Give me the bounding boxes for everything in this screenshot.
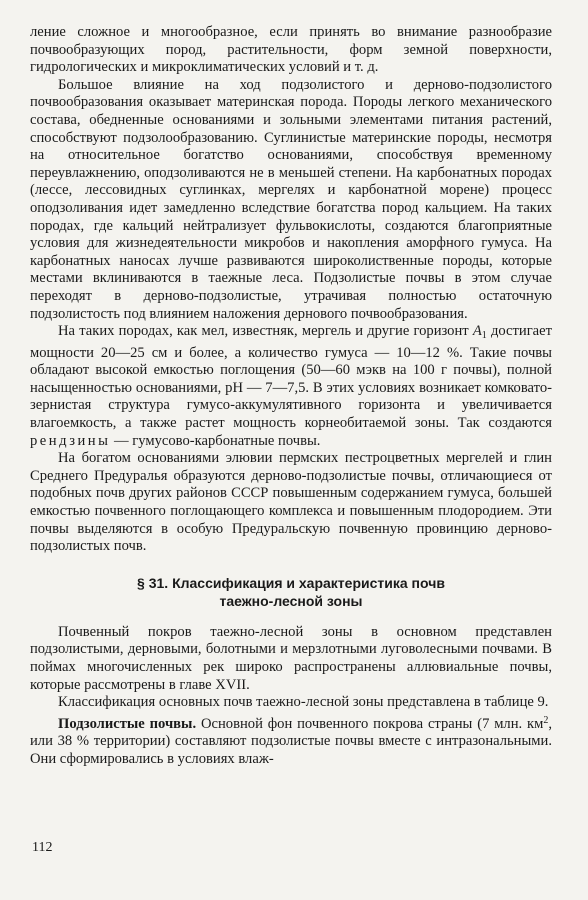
horizon-subscript: 1 <box>481 330 487 342</box>
rendzina-text-a: На таких породах, как мел, известняк, мергель и другие горизонт <box>58 323 473 340</box>
km-superscript: 2 <box>543 714 549 726</box>
section-heading <box>30 574 552 610</box>
page-number: 112 <box>32 840 53 855</box>
section-heading-line2: таежно-лесной зоны <box>219 592 363 609</box>
section-heading-line1: § 31. Классификация и характеристика почв <box>137 574 445 591</box>
paragraph-podzolic-soils <box>30 712 552 769</box>
rendzina-text-c: — гумусово-карбонатные почвы. <box>110 432 321 449</box>
paragraph-parent-rock-influence: Большое влияние на ход подзолистого и дерново-подзолистого почвообразования оказывает материнская порода. Породы легкого механического состава, обедненные основаниями и зольными элементами питания растений, способствуют подзолообразованию. Суглинистые материнские породы, несмотря на относительное богатство основаниями, способствуя временному переувлажнению, оподзоливаются не в меньшей степени. На карбонатных породах (лессе, лессовидных суглинках, мергелях и карбонатной морене) процесс оподзоливания идет замедленно вследствие богатства пород кальцием. На таких породах, где кальций нейтрализует фульвокислоты, создаются благоприятные условия для жизнедеятельности микробов и накопления аморфного гумуса. На карбонатных наносах лучше развиваются широколиственные породы, которые местами вклиниваются в таежные леса. Подзолистые почвы в этом случае переходят в дерново-подзолистые, утрачивая полностью остаточную подзолистость под влиянием наложения дернового почвообразования. <box>30 76 552 322</box>
horizon-symbol: A <box>472 323 482 340</box>
paragraph-classification: Классификация основных почв таежно-лесной зоны представлена в таблице 9. <box>58 694 549 711</box>
rendzina-term: рендзины <box>30 432 111 449</box>
podzolic-text-b: , или 38 % территории) составляют подзолистые почвы вместе с интразональными. Они сформировались в условиях влаж- <box>30 715 552 767</box>
paragraph-soil-cover: Почвенный покров таежно-лесной зоны в основном представлен подзолистыми, дерновыми, болотными и мерзлотными луговолесными почвами. В поймах многочисленных рек широко распространены аллювиальные почвы, которые рассмотрены в главе XVII. <box>30 623 552 693</box>
rendzina-text-b: достигает мощности 20—25 см и более, а количество гумуса — 10—12 %. Такие почвы обладают высокой емкостью поглощения (50—60 мэкв на 100 г почвы), полной насыщенностью основаниями, pH — 7—7,5. В этих условиях возникает комковато-зернистая структура гумусо-аккумулятивного горизонта и увеличивается влагоемкость, а также растет мощность корнеобитаемой зоны. Так создаются <box>30 323 553 432</box>
podzolic-text-a: Основной фон почвенного покрова страны (7 млн. км <box>196 715 544 732</box>
paragraph-continuation: ление сложное и многообразное, если принять во внимание разнообразие почвообразующих пород, растительности, форм земной поверхности, гидрологических и микроклиматических условий и т. д. <box>30 24 552 76</box>
podzolic-soils-lead: Подзолистые почвы. <box>58 715 197 732</box>
paragraph-preuralye: На богатом основаниями элювии пермских пестроцветных мергелей и глин Среднего Предуралья образуются дерново-подзолистые почвы, отличающиеся от подобных почв других районов СССР повышенным содержанием гумуса, большей емкостью почвенного поглощающего комплекса и повышенным плодородием. Эти почвы выделяются в особую Предуральскую почвенную провинцию дерново-подзолистых почв. <box>30 450 552 555</box>
paragraph-rendzina <box>30 323 552 450</box>
